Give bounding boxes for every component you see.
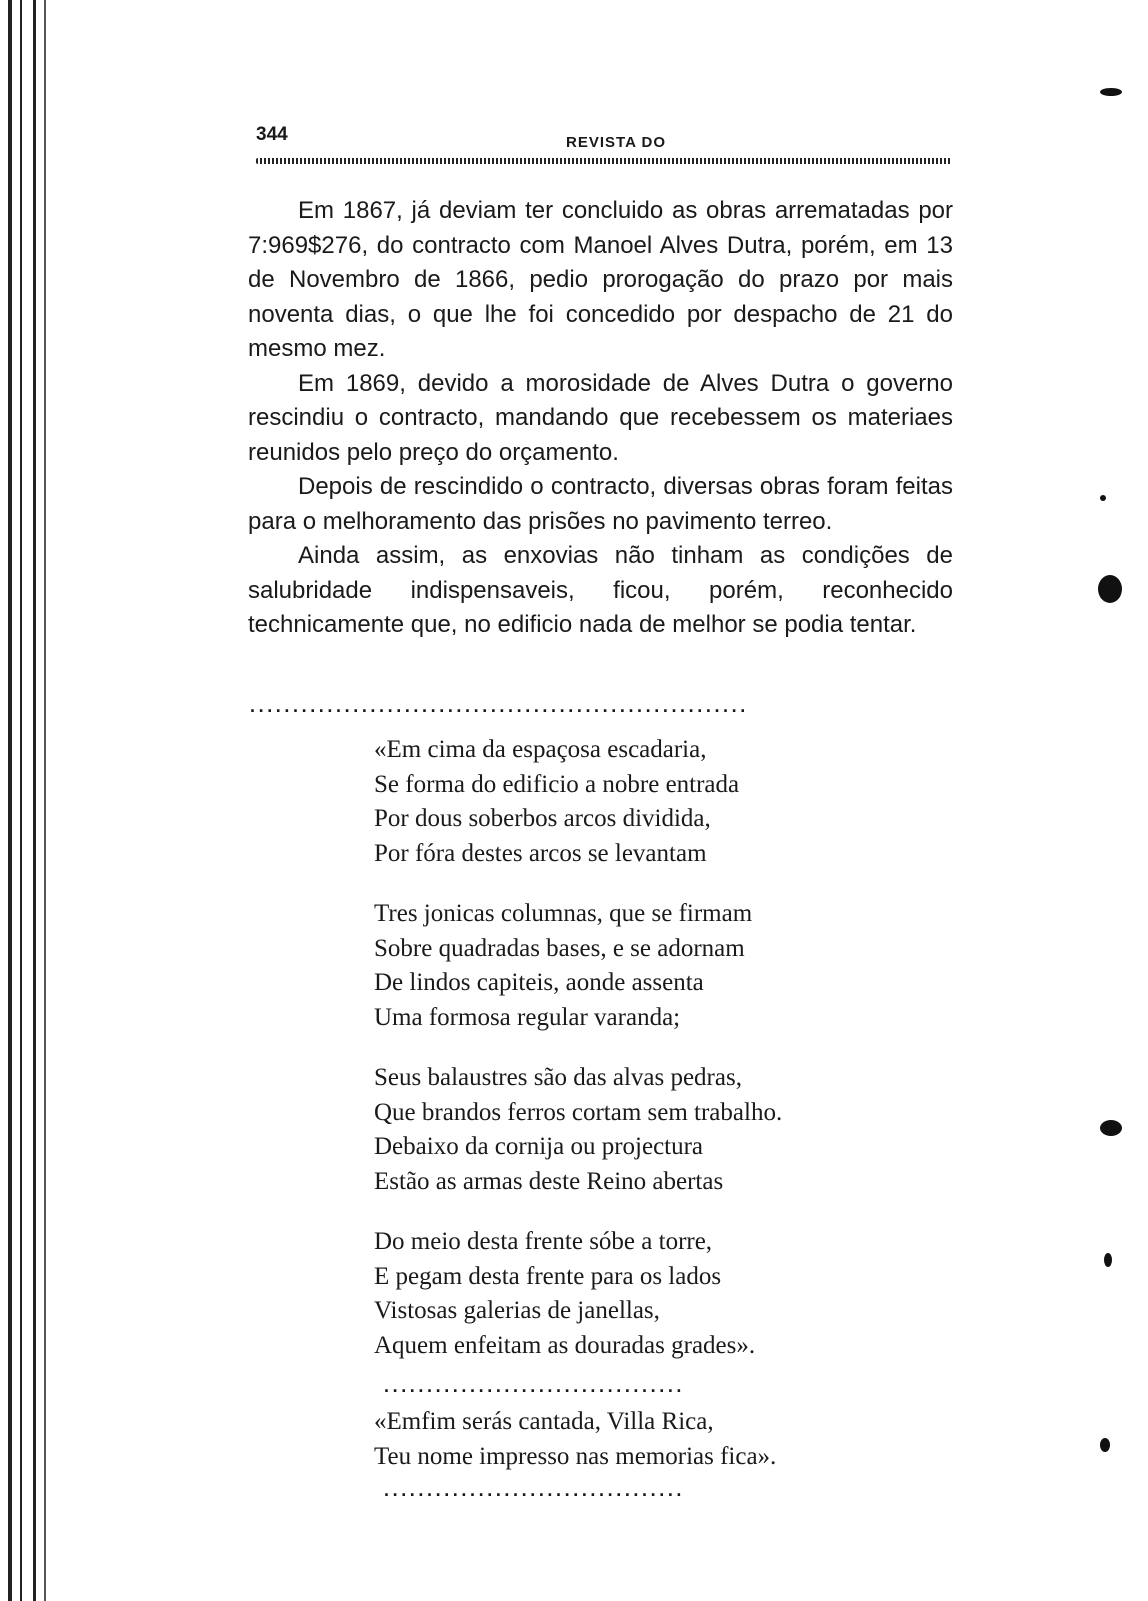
header-rule: [256, 158, 951, 164]
binding-edge: [8, 0, 12, 1601]
scan-speck: [1104, 1253, 1112, 1267]
verse-line: Teu nome impresso nas memorias fica».: [374, 1442, 777, 1470]
verse-line: «Emfim serás cantada, Villa Rica,: [374, 1408, 714, 1435]
verse-line: Do meio desta frente sóbe a torre,: [374, 1228, 713, 1255]
paragraph: Ainda assim, as enxovias não tinham as condições de salubridade indispensaveis, ficou, porém, reconhecido technicamente que, no edificio nada de melhor se podia tentar.: [248, 542, 953, 638]
verse-line: Por fóra destes arcos se levantam: [374, 839, 707, 867]
stanza: [374, 1225, 894, 1363]
verse-line: Por dous soberbos arcos dividida,: [374, 805, 711, 832]
page-header: [248, 118, 960, 152]
scan-speck: [1100, 495, 1106, 501]
running-head: REVISTA DO: [566, 134, 667, 151]
paragraph: Em 1869, devido a morosidade de Alves Dutra o governo rescindiu o contracto, mandando que recebessem os materiaes reunidos pelo preço do orçamento.: [248, 369, 953, 466]
binding-edge: [20, 0, 22, 1601]
page-number: 344: [256, 124, 288, 145]
separator-narrow: ...................................: [384, 1480, 686, 1500]
stanza: [374, 733, 894, 871]
verse-line: E pegam desta frente para os lados: [374, 1262, 722, 1290]
verse-line: Estão as armas deste Reino abertas: [374, 1167, 724, 1195]
binding-edge: [44, 0, 46, 1601]
binding-edge: [33, 0, 36, 1601]
verse-line: Sobre quadradas bases, e se adornam: [374, 934, 745, 962]
verse-line: Seus balaustres são das alvas pedras,: [374, 1064, 742, 1091]
paragraph: Em 1867, já deviam ter concluido as obras arrematadas por 7:969$276, do contracto com Manoel Alves Dutra, porém, em 13 de Novembro de 1866, pedio prorogação do prazo por mais noventa dias, o que lhe foi concedido por despacho de 21 do mesmo mez.: [248, 197, 953, 362]
separator-narrow: ...................................: [384, 1376, 686, 1396]
verse-line: Se forma do edificio a nobre entrada: [374, 770, 740, 798]
book-page: [248, 118, 960, 1500]
verse-line: Vistosas galerias de janellas,: [374, 1297, 660, 1324]
separator-wide: ..........................................................: [250, 696, 749, 716]
scan-speck: [1100, 1438, 1110, 1452]
verse-line: Tres jonicas columnas, que se firmam: [374, 900, 753, 927]
prose-body: [248, 194, 953, 643]
stanza: [374, 897, 894, 1035]
verse-line: «Em cima da espaçosa escadaria,: [374, 736, 707, 763]
closing-verse: [374, 1405, 894, 1474]
stanza: [374, 1061, 894, 1199]
verse-block: [374, 733, 894, 1389]
scan-speck: [1100, 88, 1122, 96]
scan-speck: [1100, 1120, 1122, 1136]
verse-line: Que brandos ferros cortam sem trabalho.: [374, 1098, 783, 1126]
verse-line: Aquem enfeitam as douradas grades».: [374, 1331, 756, 1359]
paragraph: Depois de rescindido o contracto, diversas obras foram feitas para o melhoramento das prisões no pavimento terreo.: [248, 473, 953, 535]
verse-line: Uma formosa regular varanda;: [374, 1003, 681, 1031]
verse-line: Debaixo da cornija ou projectura: [374, 1133, 704, 1160]
verse-line: De lindos capiteis, aonde assenta: [374, 969, 704, 996]
scan-speck: [1098, 575, 1122, 603]
